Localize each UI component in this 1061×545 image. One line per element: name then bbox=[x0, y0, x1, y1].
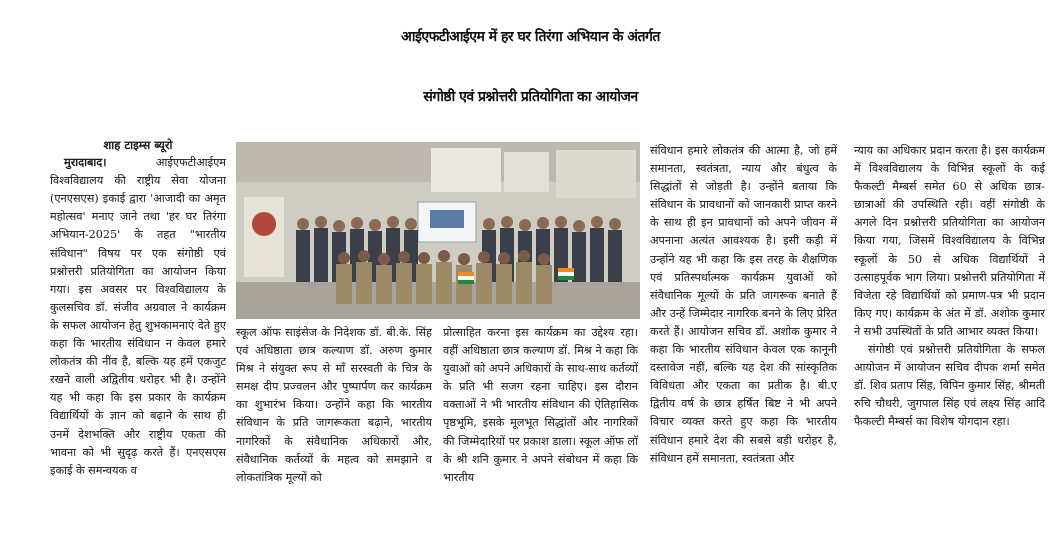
headline-line-1: आईएफटीआईएम में हर घर तिरंगा अभियान के अंतर्गत bbox=[401, 29, 660, 45]
headline-line-2: संगोष्ठी एवं प्रश्नोत्तरी प्रतियोगिता का आयोजन bbox=[423, 89, 638, 105]
byline: शाह टाइम्स ब्यूरो bbox=[103, 138, 173, 152]
column-1-text: आईएफटीआईएम विश्वविद्यालय की राष्ट्रीय सेवा योजना (एनएसएस) इकाई द्वारा 'आजादी का अमृत महोत्सव' मनाए जाने तथा 'हर घर तिरंगा अभियान-2025' के तहत "भारतीय संविधान" विषय पर एक संगोष्ठी एवं प्रश्नोत्तरी प्रतियोगिता का आयोजन किया गया। इस अवसर पर विश्वविद्यालय के कुलसचिव डॉ. संजीव अग्रवाल ने कार्यक्रम के सफल आयोजन हेतु शुभकामनाएं देते हुए कहा कि भारतीय संविधान न केवल हमारे लोकतंत्र की नींव है, बल्कि यह हमें एकजुट रखने वाली अद्वितीय धरोहर भी है। उन्होंने यह भी कहा कि इस प्रकार के कार्यक्रम विद्यार्थियों के ज्ञान को बढ़ाने के साथ ही उनमें देशभक्ति और राष्ट्रीय एकता की भावना को भी सुदृढ़ करते हैं। एनएसएस इकाई के समन्वयक व bbox=[50, 156, 226, 477]
column-3-text: प्रोत्साहित करना इस कार्यक्रम का उद्देश्य रहा। वहीं अधिष्ठाता छात्र कल्याण डॉ. मिश्र ने कहा कि युवाओं को अपने अधिकारों के साथ-साथ कर्तव्यों के प्रति भी सजग रहना चाहिए। इस दौरान वक्ताओं ने भी भारतीय संविधान की ऐतिहासिक पृष्ठभूमि, इसके मूलभूत सिद्धांतों और नागरिकों की जिम्मेदारियों पर प्रकाश डाला। स्कूल ऑफ लॉ के श्री शनि कुमार ने अपने संबोधन में कहा कि भारतीय bbox=[443, 326, 638, 484]
column-5-paragraph-2: संगोष्ठी एवं प्रश्नोत्तरी प्रतियोगिता के सफल आयोजन में आयोजन सचिव दीपक शर्मा समेत डॉ. शिव प्रताप सिंह, विपिन कुमार सिंह, श्रीमती रुचि चौधरी, जुगपाल सिंह एवं लक्ष्य सिंह आदि फैकल्टी मैम्बर्स का विशेष योगदान रहा। bbox=[854, 343, 1045, 429]
event-photo bbox=[236, 142, 640, 319]
article-column-5 bbox=[854, 142, 1045, 540]
article-column-2 bbox=[236, 324, 432, 540]
article-column-3 bbox=[443, 324, 638, 540]
column-5-paragraph-1: न्याय का अधिकार प्रदान करता है। इस कार्यक्रम में विश्वविद्यालय के विभिन्न स्कूलों के कई फैकल्टी मैम्बर्स समेत 60 से अधिक छात्र-छात्राओं की उपस्थिति रही। वहीं संगोष्ठी के अगले दिन प्रश्नोत्तरी प्रतियोगिता का आयोजन किया गया, जिसमें विश्वविद्यालय के विभिन्न स्कूलों के 50 से अधिक विद्यार्थियों ने उत्साहपूर्वक भाग लिया। प्रश्नोत्तरी प्रतियोगिता में विजेता रहे विद्यार्थियों को प्रमाण-पत्र भी प्रदान किए गए। कार्यक्रम के अंत में डॉ. अशोक कुमार ने सभी उपस्थितों के प्रति आभार व्यक्त किया। bbox=[854, 144, 1045, 338]
article-column-4 bbox=[650, 142, 837, 540]
group-photo-image bbox=[236, 142, 640, 319]
dateline: मुरादाबाद। bbox=[64, 156, 107, 170]
column-4-text: संविधान हमारे लोकतंत्र की आत्मा है, जो हमें समानता, स्वतंत्रता, न्याय और बंधुत्व के सिद्धांतों से जोड़ती है। उन्होंने बताया कि संविधान के प्रावधानों को जानकारी प्राप्त करने के साथ ही इन प्रावधानों को अपने जीवन में अपनाना अत्यंत आवश्यक है। इसी कड़ी में उन्होंने यह भी कहा कि इस तरह के शैक्षणिक एवं प्रतिस्पर्धात्मक कार्यक्रम युवाओं को संवैधानिक मूल्यों के प्रति जागरूक बनाते हैं और उन्हें जिम्मेदार नागरिक बनने के लिए प्रेरित करते हैं। आयोजन सचिव डॉ. अशोक कुमार ने कहा कि भारतीय संविधान केवल एक कानूनी दस्तावेज नहीं, बल्कि यह देश की सांस्कृतिक विविधता और एकता का प्रतीक है। बी.ए द्वितीय वर्ष के छात्र हर्षित बिष्ट ने भी अपने विचार व्यक्त करते हुए कहा कि भारतीय संविधान हमारे देश की सबसे बड़ी धरोहर है, संविधान हमें समानता, स्वतंत्रता और bbox=[650, 144, 837, 465]
column-2-text: स्कूल ऑफ साइंसेज के निदेशक डॉ. बी.के. सिंह एवं अधिष्ठाता छात्र कल्याण डॉ. अरुण कुमार मिश्र ने संयुक्त रूप से माँ सरस्वती के चित्र के समक्ष दीप प्रज्वलन और पुष्पार्पण कर कार्यक्रम का शुभारंभ किया। उन्होंने कहा कि भारतीय संविधान के प्रति जागरूकता बढ़ाने, भारतीय नागरिकों के संवैधानिक अधिकारों और, संवैधानिक कर्तव्यों के महत्व को समझाने व लोकतांत्रिक मूल्यों को bbox=[236, 326, 432, 484]
article-column-1 bbox=[50, 136, 226, 540]
